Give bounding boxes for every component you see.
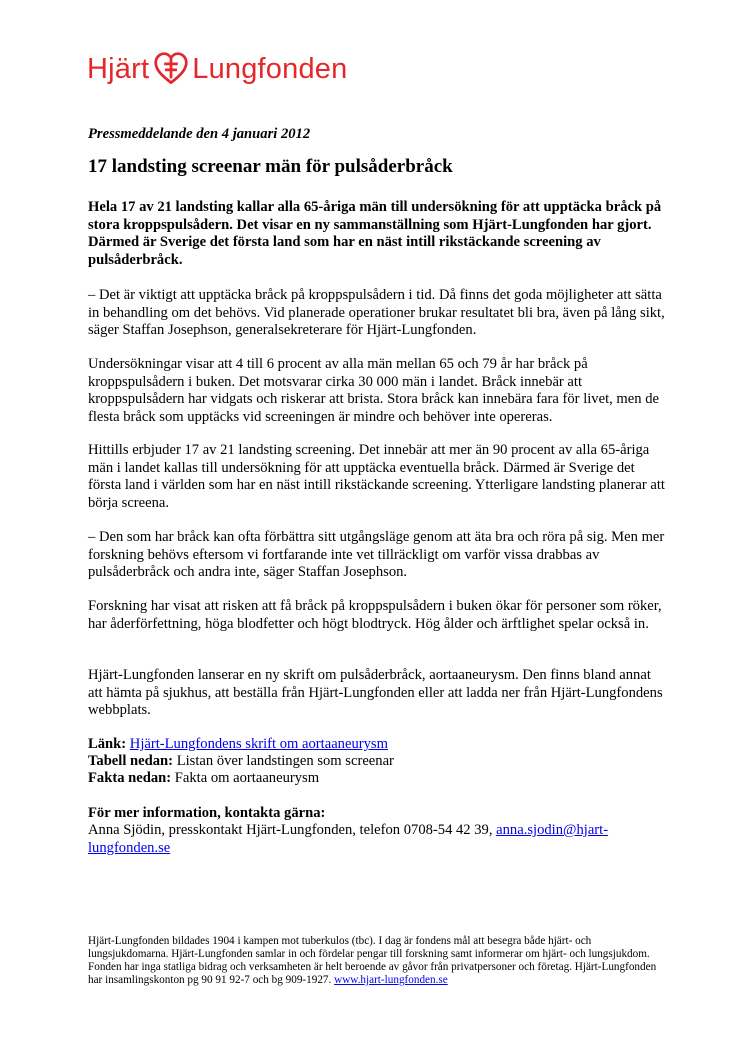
paragraph-2: Undersökningar visar att 4 till 6 procent av alla män mellan 65 och 79 år har bråck på kroppspulsådern i buken. Det motsvarar cirka 30 000 män i landet. Bråck innebär att kroppspulsådern har vidgats och riskerar att brista. Stora bråck kan innebära fara för livet, men de flesta bråck som upptäcks vid screeningen är mindre och behöver inte opereras.	[88, 356, 659, 425]
hjart-lungfonden-logo	[87, 49, 347, 89]
table-text: Listan över landstingen som screenar	[176, 753, 394, 769]
contact-heading: För mer information, kontakta gärna:	[88, 805, 326, 821]
paragraph-5: Forskning har visat att risken att få bråck på kroppspulsådern i buken ökar för personer som röker, har åderförfettning, höga blodfetter och högt blodtryck. Hög ålder och ärftlighet spelar också in.	[88, 598, 662, 632]
footer-text: Hjärt-Lungfonden bildades 1904 i kampen mot tuberkulos (tbc). I dag är fondens mål att besegra både hjärt- och lungsjukdomarna. Hjärt-Lungfonden samlar in och fördelar pengar till forskning samt informerar om hjärt- och lungsjukdom. Fonden har inga statliga bidrag och verksamheten är helt beroende av gåvor från privatpersoner och företag. Hjärt-Lungfonden har insamlingskonton pg 90 91 92-7 och bg 909-1927.	[88, 935, 657, 986]
logo-text-left: Hjärt	[87, 52, 150, 85]
table-label: Tabell nedan:	[88, 753, 174, 769]
heart-cross-icon	[154, 52, 188, 86]
footer-note	[88, 935, 663, 987]
paragraph-1: – Det är viktigt att upptäcka bråck på kroppspulsådern i tid. Då finns det goda möjligheter att sätta in behandling om det behövs. Vid planerade operationer brukar resultatet bli bra, även på lång sikt, säger Staffan Josephson, generalsekreterare för Hjärt-Lungfonden.	[88, 287, 665, 339]
link-label: Länk:	[88, 736, 127, 752]
facts-text: Fakta om aortaaneurysm	[174, 770, 320, 786]
brochure-link[interactable]: Hjärt-Lungfondens skrift om aortaaneurysm	[129, 736, 388, 752]
paragraph-4: – Den som har bråck kan ofta förbättra sitt utgångsläge genom att äta bra och röra på sig. Men mer forskning behövs eftersom vi fortfarande inte vet tillräckligt om varför vissa drabbas av pulsåderbråck och andra inte, säger Staffan Josephson.	[88, 529, 665, 581]
contact-text: Anna Sjödin, presskontakt Hjärt-Lungfonden, telefon 0708-54 42 39,	[88, 822, 493, 838]
facts-label: Fakta nedan:	[88, 770, 172, 786]
contact-line	[88, 822, 668, 857]
facts-line	[88, 770, 668, 788]
footer-website-link[interactable]: www.hjart-lungfonden.se	[334, 974, 448, 986]
page-title: 17 landsting screenar män för pulsåderbråck	[88, 156, 453, 177]
logo-text-right: Lungfonden	[192, 52, 348, 85]
lead-paragraph: Hela 17 av 21 landsting kallar alla 65-åriga män till undersökning för att upptäcka bråck på stora kroppspulsådern. Det visar en ny sammanställning som Hjärt-Lungfonden har gjort. Därmed är Sverige det första land som har en näst intill rikstäckande screening av pulsåderbråck.	[88, 199, 662, 268]
paragraph-6: Hjärt-Lungfonden lanserar en ny skrift om pulsåderbråck, aortaaneurysm. Den finns bland annat att hämta på sjukhus, att beställa från Hjärt-Lungfonden eller att ladda ner från Hjärt-Lungfondens webbplats.	[88, 667, 663, 719]
table-line	[88, 753, 668, 771]
paragraph-3: Hittills erbjuder 17 av 21 landsting screening. Det innebär att mer än 90 procent av alla 65-åriga män i landet kallas till undersökning för att upptäcka eventuella bråck. Därmed är Sverige det första land i världen som har en näst intill rikstäckande screening. Ytterligare landsting planerar att börja screena.	[88, 442, 665, 511]
contact-email-link[interactable]: anna.sjodin@hjart-lungfonden.se	[88, 822, 609, 856]
release-date: Pressmeddelande den 4 januari 2012	[88, 126, 311, 142]
link-line	[88, 736, 668, 754]
